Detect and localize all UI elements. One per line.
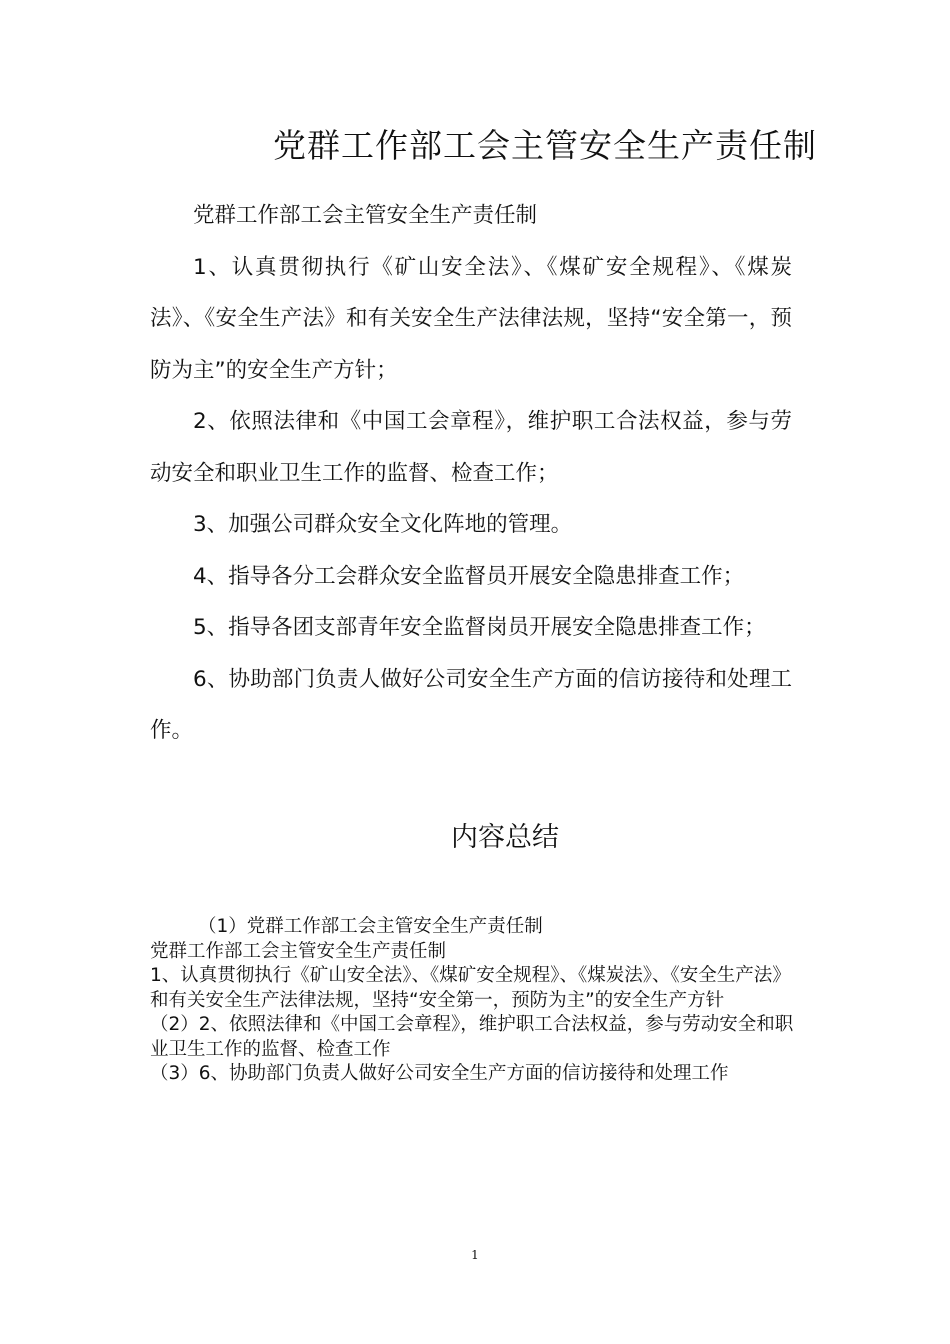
summary-line: （1）党群工作部工会主管安全生产责任制: [198, 916, 543, 937]
page-title: 党群工作部工会主管安全生产责任制: [273, 126, 817, 165]
summary-line: （2）2、依照法律和《中国工会章程》，维护职工合法权益，参与劳动安全和职业卫生工作的监督、检查工作: [150, 1014, 794, 1060]
summary-heading: 内容总结: [451, 822, 559, 853]
body-paragraph: 1、认真贯彻执行《矿山安全法》、《煤矿安全规程》、《煤炭法》、《安全生产法》和有关安全生产法律法规，坚持“安全第一，预防为主”的安全生产方针；: [150, 254, 792, 383]
body-text: [150, 190, 792, 757]
body-paragraph: 党群工作部工会主管安全生产责任制: [193, 203, 538, 228]
summary-line: （3）6、协助部门负责人做好公司安全生产方面的信访接待和处理工作: [150, 1063, 729, 1084]
summary-line: 1、认真贯彻执行《矿山安全法》、《煤矿安全规程》、《煤炭法》、《安全生产法》和有关安全生产法律法规，坚持“安全第一，预防为主”的安全生产方针: [150, 965, 791, 1011]
page-number: 1: [471, 1248, 479, 1262]
summary-line: 党群工作部工会主管安全生产责任制: [150, 940, 447, 962]
body-paragraph: 3、加强公司群众安全文化阵地的管理。: [193, 512, 573, 537]
body-paragraph: 5、指导各团支部青年安全监督岗员开展安全隐患排查工作；: [193, 615, 766, 640]
body-paragraph: 4、指导各分工会群众安全监督员开展安全隐患排查工作；: [193, 563, 745, 589]
body-paragraph: 2、依照法律和《中国工会章程》，维护职工合法权益，参与劳动安全和职业卫生工作的监督、检查工作；: [150, 409, 792, 486]
body-paragraph: 6、协助部门负责人做好公司安全生产方面的信访接待和处理工作。: [150, 666, 792, 743]
summary-section: [150, 915, 800, 1087]
